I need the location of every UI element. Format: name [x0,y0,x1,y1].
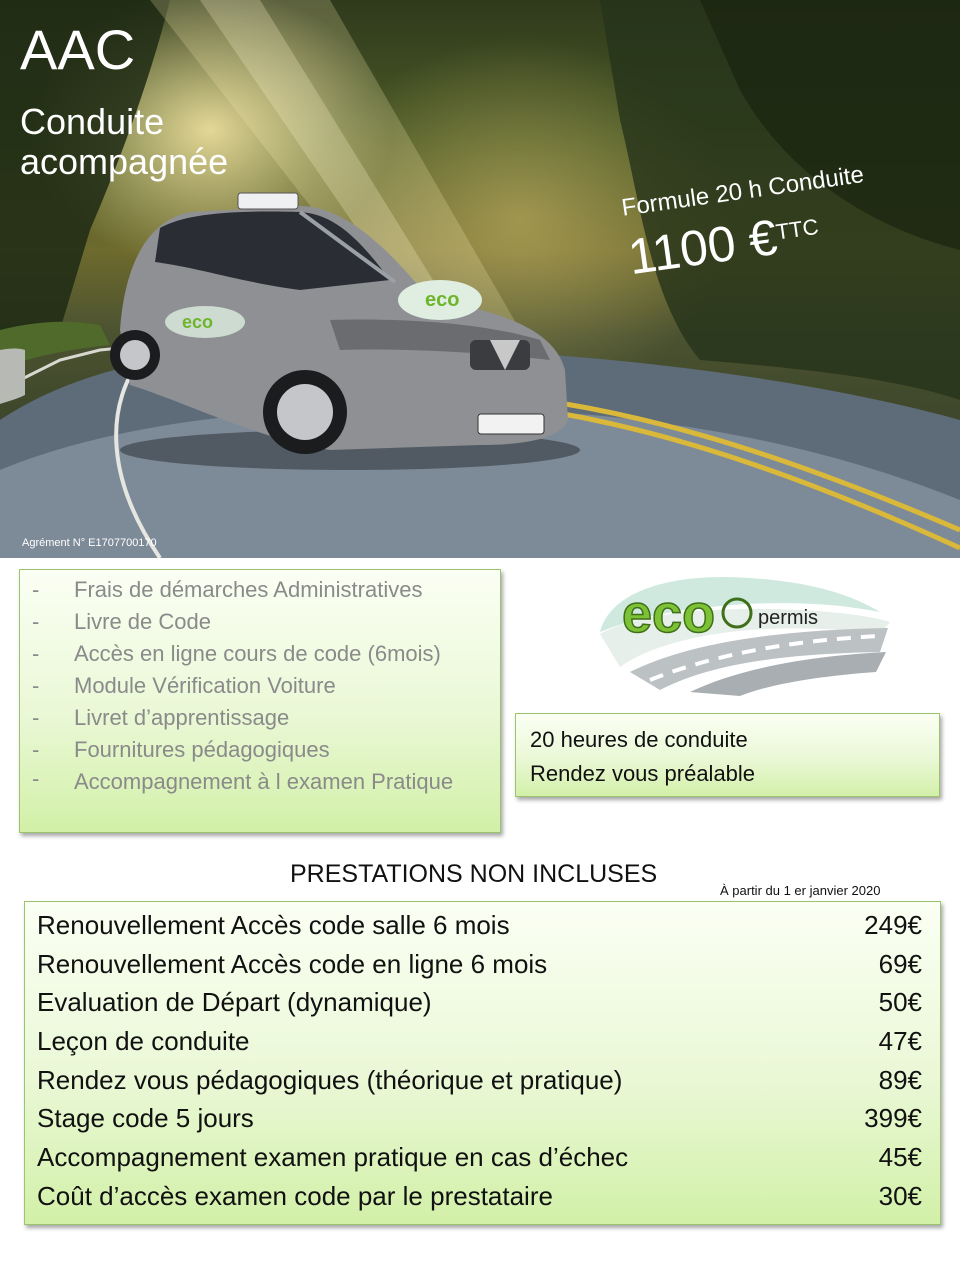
price-row-value: 69€ [878,949,922,979]
hero-banner [0,0,960,558]
price-row-label: Renouvellement Accès code salle 6 mois [37,910,510,940]
agrement-number: Agrément N° E1707700170 [22,537,157,549]
ecopermis-logo [580,572,892,696]
list-bullet: - [32,673,40,698]
price-row-label: Coût d’accès examen code par le prestataire [37,1181,553,1211]
offer-price-ttc: TTC [774,213,820,245]
price-row-label: Stage code 5 jours [37,1103,254,1133]
price-row-value: 399€ [864,1103,922,1133]
price-row-value: 30€ [878,1181,922,1211]
appointment-text: Rendez vous préalable [530,761,756,786]
price-row-label: Accompagnement examen pratique en cas d’échec [37,1142,629,1172]
hero-photo [0,0,960,558]
price-row-label: Renouvellement Accès code en ligne 6 mois [37,949,548,979]
list-item: - Fournitures pédagogiques [20,734,500,766]
price-row-value: 50€ [878,987,922,1017]
logo-permis-text: permis [758,607,819,629]
price-row-value: 47€ [878,1026,922,1056]
svg-text:eco: eco [425,289,460,311]
included-services-box [19,569,501,833]
driving-hours-box [515,713,940,797]
prestations-title: PRESTATIONS NON INCLUSES [290,860,658,888]
prestations-date-note: À partir du 1 er janvier 2020 [720,883,881,898]
offer-formula: Formule 20 h Conduite [620,161,866,222]
logo-eco-text: eco [622,584,716,644]
page-subtitle: Conduite acompagnée [20,101,229,182]
svg-text:eco: eco [182,312,214,332]
price-row-value: 45€ [878,1142,922,1172]
included-services-list [20,570,500,795]
driving-hours-text: 20 heures de conduite [530,727,748,752]
list-bullet: - [32,641,40,666]
list-item: - Frais de démarches Administratives [20,574,500,606]
list-bullet: - [32,609,40,634]
prestations-box [24,901,941,1225]
list-item: - Accès en ligne cours de code (6mois) [20,638,500,670]
list-bullet: - [32,705,40,730]
price-row-value: 249€ [864,910,922,940]
price-row-label: Leçon de conduite [37,1026,250,1056]
list-item: - Livre de Code [20,606,500,638]
list-bullet: - [32,737,40,762]
price-row-label: Evaluation de Départ (dynamique) [37,987,432,1017]
list-bullet: - [32,577,40,602]
price-row-label: Rendez vous pédagogiques (théorique et pratique) [37,1065,623,1095]
list-item: - Module Vérification Voiture [20,670,500,702]
offer-price-amount: 1100 € [624,208,781,286]
list-item: - Accompagnement à l examen Pratique [32,766,454,794]
page-title: AAC [20,18,136,81]
list-item: - Livret d’apprentissage [20,702,500,734]
price-row-value: 89€ [878,1065,922,1095]
list-bullet: - [32,766,40,791]
